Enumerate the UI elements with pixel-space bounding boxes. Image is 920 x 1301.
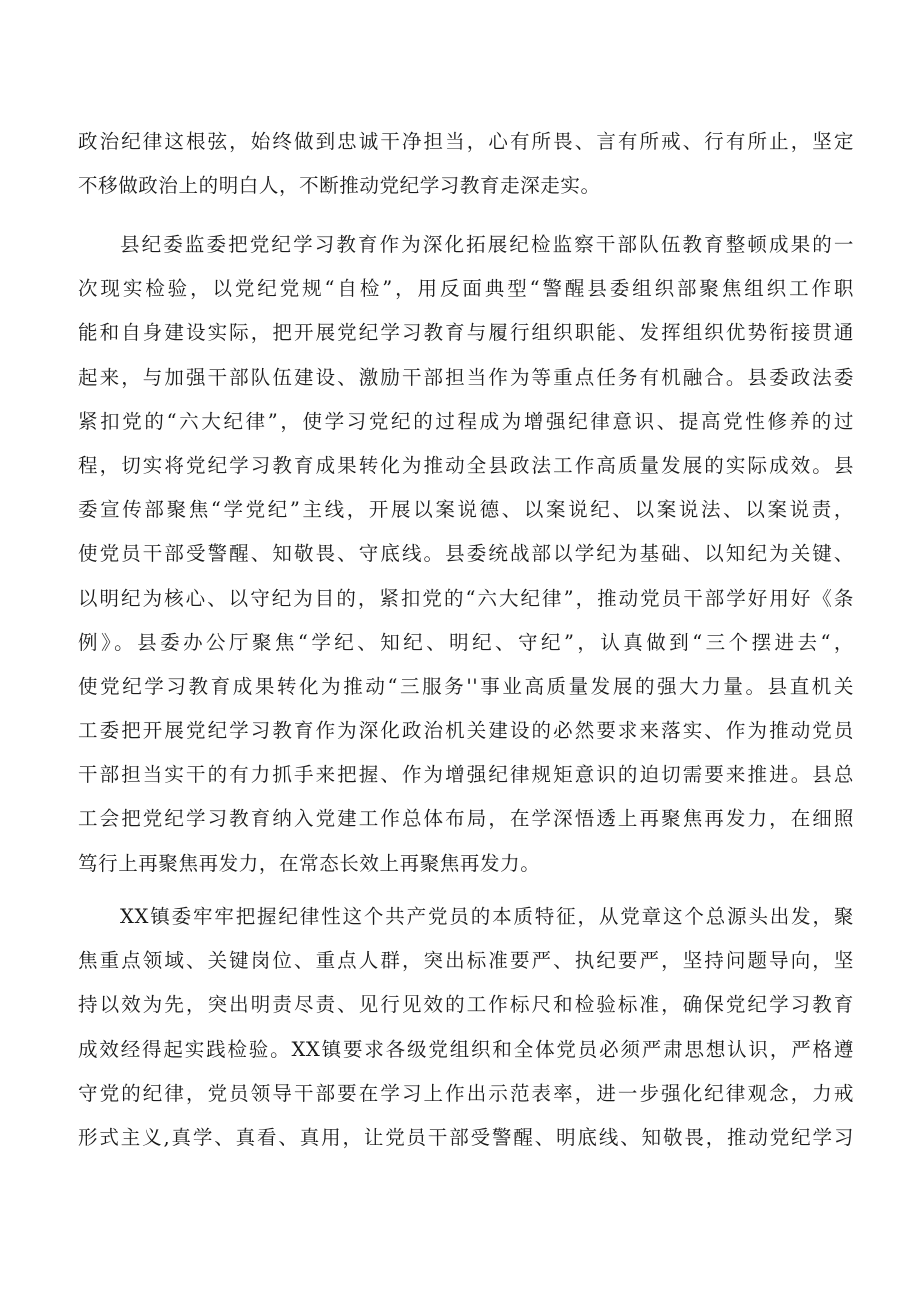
paragraph-line: 笃行上再聚焦再发力，在常态长效上再聚焦再发力。	[78, 851, 541, 875]
paragraph-line: 例》。县委办公厅聚焦“学纪、知纪、明纪、守纪”，认真做到“三个摆进去“，	[78, 630, 854, 654]
paragraph-line: 干部担当实干的有力抓手来把握、作为增强纪律规矩意识的迫切需要来推进。县总	[78, 763, 854, 787]
paragraph-line: 成效经得起实践检验。XX镇要求各级党组织和全体党员必须严肃思想认识，严格遵	[78, 1037, 854, 1061]
paragraph-line: 不移做政治上的明白人，不断推动党纪学习教育走深走实。	[78, 174, 601, 198]
paragraph-1	[78, 120, 854, 208]
paragraph-line: 委宣传部聚焦“学党纪”主线，开展以案说德、以案说纪、以案说法、以案说责，	[78, 498, 854, 522]
paragraph-line: 紧扣党的“六大纪律”，使学习党纪的过程成为增强纪律意识、提高党性修养的过	[78, 409, 854, 433]
paragraph-line: XX镇委牢牢把握纪律性这个共产党员的本质特征，从党章这个总源头出发，聚	[120, 905, 854, 928]
paragraph-line: 焦重点领域、关键岗位、重点人群，突出标准要严、执纪要严，坚持问题导向，坚	[78, 949, 854, 973]
paragraph-line: 形式主义,真学、真看、真用，让党员干部受警醒、明底线、知敬畏，推动党纪学习	[78, 1125, 854, 1149]
paragraph-line: 持以效为先，突出明责尽责、见行见效的工作标尺和检验标准，确保党纪学习教育	[78, 993, 854, 1017]
paragraph-line: 以明纪为核心、以守纪为目的，紧扣党的“六大纪律”，推动党员干部学好用好《条	[78, 586, 854, 610]
paragraph-line: 次现实检验，以党纪党规“自检”，用反面典型“警醒县委组织部聚焦组织工作职	[78, 277, 854, 301]
paragraph-2	[78, 223, 854, 886]
paragraph-line: 起来，与加强干部队伍建设、激励干部担当作为等重点任务有机融合。县委政法委	[78, 365, 854, 389]
paragraph-line: 工委把开展党纪学习教育作为深化政治机关建设的必然要求来落实、作为推动党员	[78, 719, 854, 743]
paragraph-line: 守党的纪律，党员领导干部要在学习上作出示范表率，进一步强化纪律观念，力戒	[78, 1081, 854, 1105]
paragraph-line: 政治纪律这根弦，始终做到忠诚干净担当，心有所畏、言有所戒、行有所止，坚定	[78, 130, 854, 153]
paragraph-3	[78, 895, 854, 1160]
paragraph-line: 使党员干部受警醒、知敬畏、守底线。县委统战部以学纪为基础、以知纪为关键、	[78, 542, 854, 566]
paragraph-line: 县纪委监委把党纪学习教育作为深化拓展纪检监察干部队伍教育整顿成果的一	[120, 233, 854, 256]
paragraph-line: 能和自身建设实际，把开展党纪学习教育与履行组织职能、发挥组织优势衔接贯通	[78, 321, 854, 345]
paragraph-line: 使党纪学习教育成果转化为推动“三服务''事业高质量发展的强大力量。县直机关	[78, 674, 854, 698]
paragraph-line: 程，切实将党纪学习教育成果转化为推动全县政法工作高质量发展的实际成效。县	[78, 453, 854, 477]
paragraph-line: 工会把党纪学习教育纳入党建工作总体布局，在学深悟透上再聚焦再发力，在细照	[78, 807, 854, 831]
